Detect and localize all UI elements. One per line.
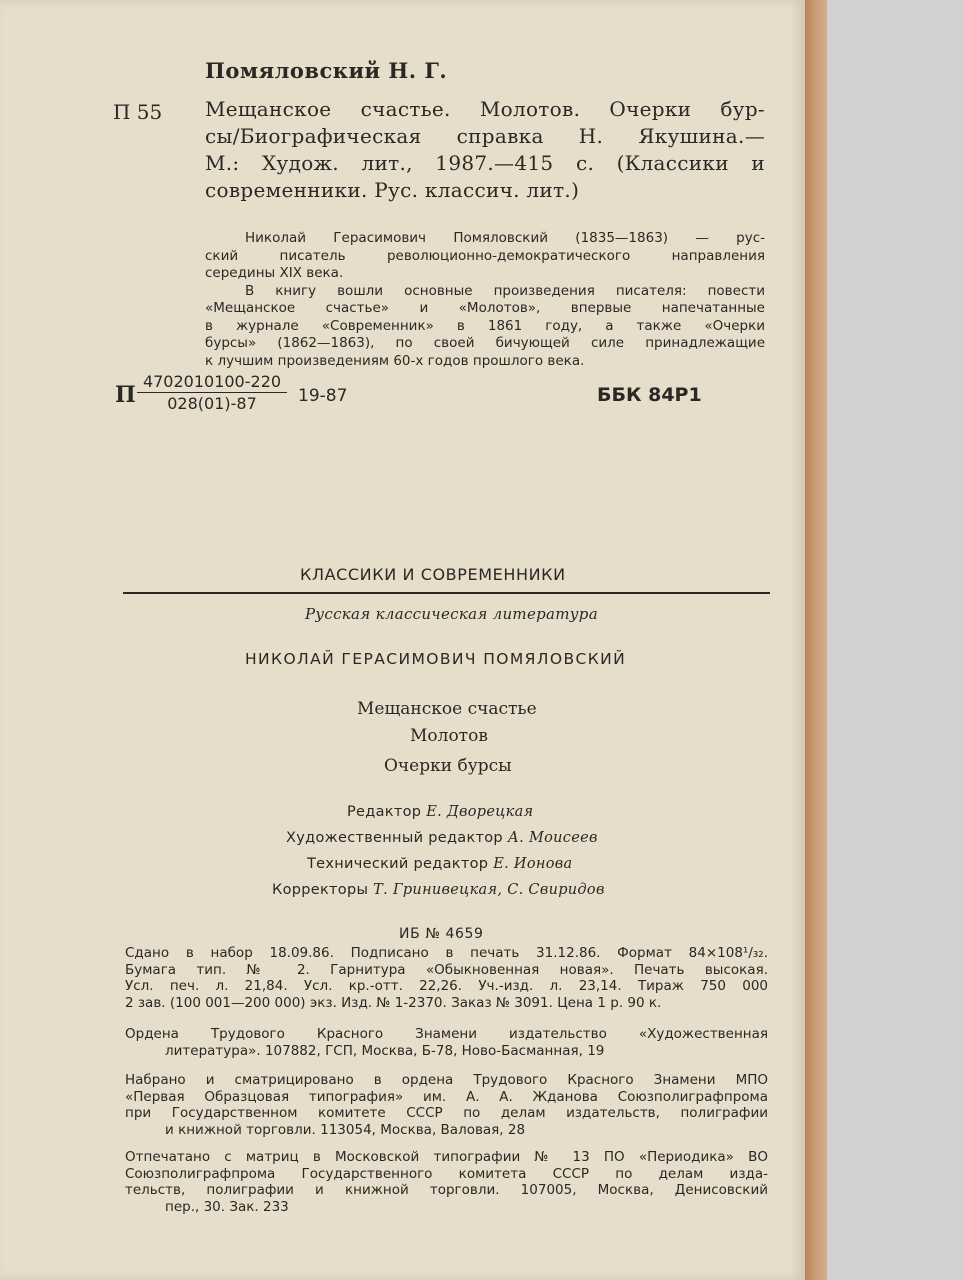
work-title: Очерки бурсы [384, 756, 512, 776]
card-description [205, 96, 765, 204]
typesetter-line: Набрано и сматрицировано в ордена Трудового Красного Знамени МПО [125, 1072, 768, 1088]
printer-line: Отпечатано с матриц в Московской типографии № 13 ПО «Периодика» ВО [125, 1149, 768, 1165]
card-code: П 55 [113, 100, 163, 124]
print-data-line: Усл. печ. л. 21,84. Усл. кр.-отт. 22,26. Уч.-изд. л. 23,14. Тираж 750 000 [125, 978, 768, 994]
annotation-line: ский писатель революционно-демократического направления [205, 247, 765, 264]
print-data [125, 945, 768, 1011]
annotation-line: в журнале «Современник» в 1861 году, а также «Очерки [205, 317, 765, 334]
publisher-line: Ордена Трудового Красного Знамени издательство «Художественная [125, 1026, 768, 1042]
print-data-line: Сдано в набор 18.09.86. Подписано в печать 31.12.86. Формат 84×108¹/₃₂. [125, 945, 768, 961]
card-author: Помяловский Н. Г. [205, 58, 448, 83]
batch-number: 19-87 [298, 386, 348, 406]
annotation-line: Николай Герасимович Помяловский (1835—1863) — рус- [245, 230, 765, 246]
bbk-code: ББК 84Р1 [597, 384, 702, 406]
printer-info [125, 1149, 768, 1215]
work-title: Молотов [410, 726, 488, 746]
publisher-line: литература». 107882, ГСП, Москва, Б-78, Ново-Басманная, 19 [165, 1042, 605, 1059]
printer-line: пер., 30. Зак. 233 [165, 1198, 289, 1215]
annotation-line: середины XIX века. [205, 265, 344, 281]
typesetter-info [125, 1072, 768, 1138]
card-annotation [205, 230, 765, 370]
typesetter-line: при Государственном комитете СССР по делам издательств, полиграфии [125, 1105, 768, 1121]
credit-role: Редактор [347, 804, 422, 820]
credit-name: Е. Дворецкая [426, 804, 534, 820]
print-data-line: 2 зав. (100 001—200 000) экз. Изд. № 1-2370. Заказ № 3091. Цена 1 р. 90 к. [125, 994, 662, 1011]
typesetter-line: «Первая Образцовая типография» им. А. А. Жданова Союзполиграфпрома [125, 1088, 768, 1105]
description-line: современники. Рус. классич. лит.) [205, 178, 580, 202]
index-denominator: 028(01)-87 [167, 394, 257, 413]
divider [123, 592, 770, 594]
annotation-line: к лучшим произведениям 60-х годов прошлого века. [205, 352, 585, 369]
printer-line: Союзполиграфпрома Государственного комитета СССР по делам изда- [125, 1165, 768, 1182]
ib-number: ИБ № 4659 [399, 926, 484, 942]
annotation-line: бурсы» (1862—1863), по своей бичующей силе принадлежащие [205, 335, 765, 351]
index-letter: П [115, 382, 136, 408]
credit-name: Е. Ионова [493, 856, 573, 872]
typesetter-line: и книжной торговли. 113054, Москва, Валовая, 28 [165, 1121, 526, 1138]
description-line: Мещанское счастье. Молотов. Очерки бур- [205, 97, 765, 121]
credit-role: Технический редактор [307, 856, 489, 872]
credit-editor [347, 804, 533, 820]
work-title: Мещанское счастье [357, 699, 537, 719]
index-fraction [137, 372, 287, 413]
credit-tech-editor [307, 856, 572, 872]
credit-role: Художественный редактор [286, 830, 503, 846]
author-full-name: НИКОЛАЙ ГЕРАСИМОВИЧ ПОМЯЛОВСКИЙ [245, 650, 627, 668]
background-surface [827, 0, 963, 1280]
annotation-line: «Мещанское счастье» и «Молотов», впервые напечатанные [205, 300, 765, 316]
publisher-info [125, 1026, 768, 1059]
credit-name: А. Моисеев [507, 830, 598, 846]
credit-role: Корректоры [272, 882, 369, 898]
printer-line: тельств, полиграфии и книжной торговли. 107005, Москва, Денисовский [125, 1182, 768, 1198]
description-line: М.: Худож. лит., 1987.—415 с. (Классики и [205, 151, 765, 175]
series-title: КЛАССИКИ И СОВРЕМЕННИКИ [300, 565, 566, 584]
credit-art-editor [286, 830, 598, 846]
print-data-line: Бумага тип. № 2. Гарнитура «Обыкновенная новая». Печать высокая. [125, 961, 768, 978]
subseries-title: Русская классическая литература [305, 605, 598, 623]
index-numerator: 4702010100-220 [137, 372, 287, 393]
description-line: сы/Биографическая справка Н. Якушина.— [205, 124, 765, 148]
page-edge [805, 0, 827, 1280]
credit-proofreaders [272, 882, 605, 898]
credit-name: Т. Гринивецкая, С. Свиридов [373, 882, 605, 898]
annotation-line: В книгу вошли основные произведения писателя: повести [245, 282, 765, 299]
